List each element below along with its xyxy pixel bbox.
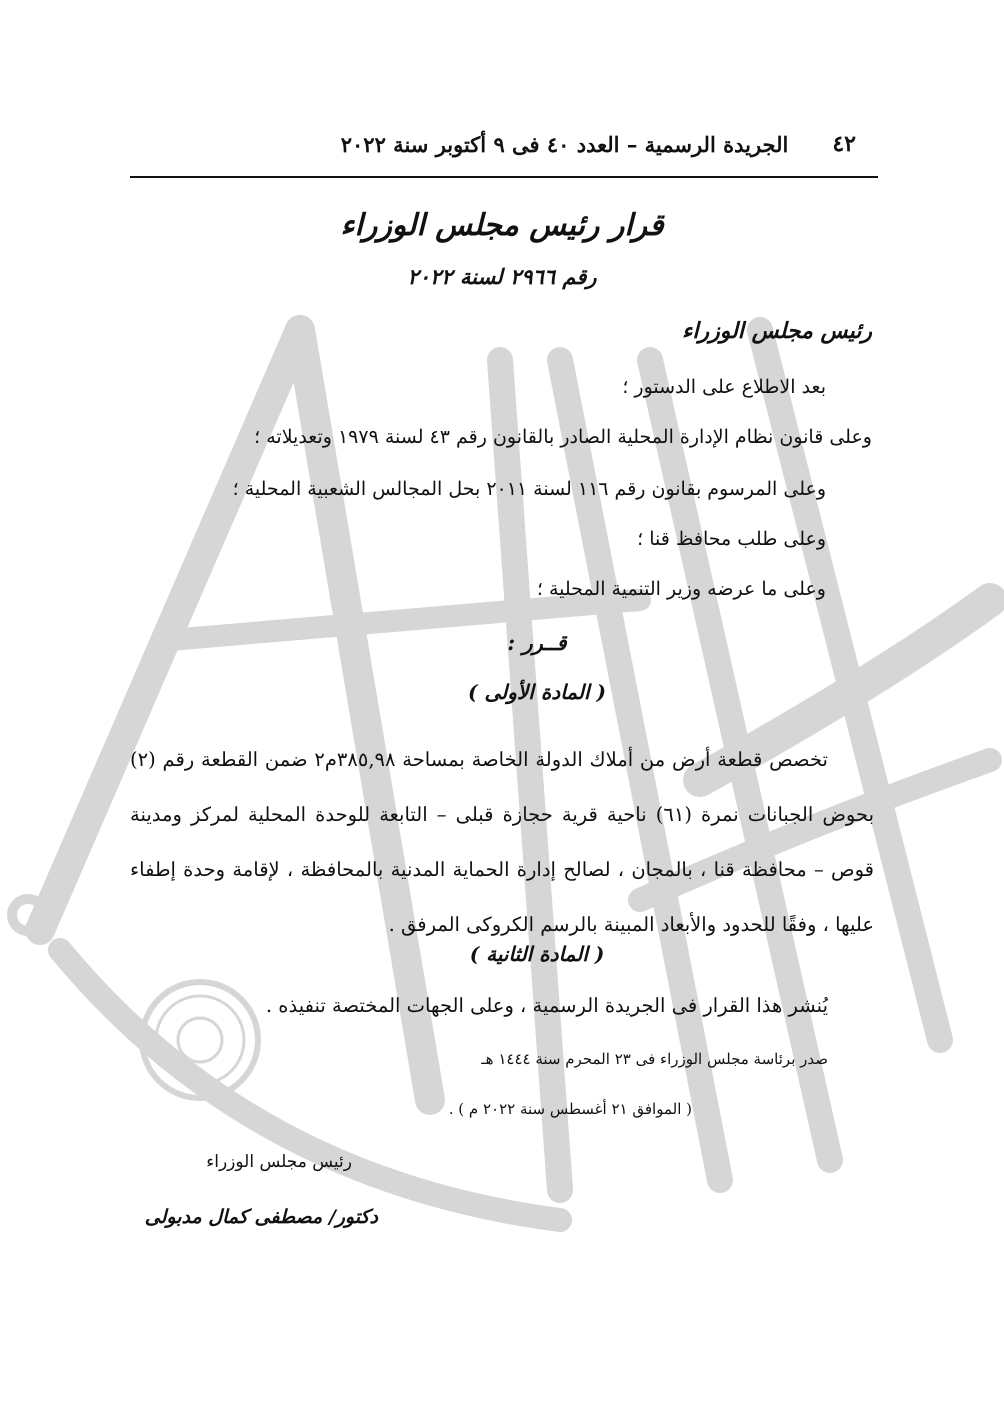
article-1-title: ( المادة الأولى ) xyxy=(468,680,606,704)
preamble-line: وعلى قانون نظام الإدارة المحلية الصادر بالقانون رقم ٤٣ لسنة ١٩٧٩ وتعديلاته ؛ xyxy=(254,426,872,448)
article-1-text xyxy=(130,732,874,952)
page-number: ٤٢ xyxy=(832,131,856,157)
preamble-line: وعلى طلب محافظ قنا ؛ xyxy=(637,528,826,550)
article-2-text: يُنشر هذا القرار فى الجريدة الرسمية ، وعلى الجهات المختصة تنفيذه . xyxy=(265,994,828,1017)
decided-label: قــرر : xyxy=(507,630,567,655)
header-rule xyxy=(130,176,878,178)
agreed-date-line: ( الموافق ٢١ أغسطس سنة ٢٠٢٢ م ) . xyxy=(448,1100,692,1118)
preamble-line: وعلى ما عرضه وزير التنمية المحلية ؛ xyxy=(536,578,826,600)
issued-date-line: صدر برئاسة مجلس الوزراء فى ٢٣ المحرم سنة ١٤٤٤ هـ xyxy=(481,1050,828,1068)
signature-name: دكتور/ مصطفى كمال مدبولى xyxy=(144,1206,378,1228)
gazette-header xyxy=(146,124,856,164)
article-2-title: ( المادة الثانية ) xyxy=(469,942,605,966)
decree-number: رقم ٢٩٦٦ لسنة ٢٠٢٢ xyxy=(407,264,597,289)
preamble-line: بعد الاطلاع على الدستور ؛ xyxy=(622,376,826,398)
issuer-heading: رئيس مجلس الوزراء xyxy=(682,318,872,344)
decree-title: قرار رئيس مجلس الوزراء xyxy=(340,208,664,243)
signature-title: رئيس مجلس الوزراء xyxy=(206,1152,352,1172)
preamble-line: وعلى المرسوم بقانون رقم ١١٦ لسنة ٢٠١١ بحل المجالس الشعبية المحلية ؛ xyxy=(232,478,826,500)
article-1-body: تخصص قطعة أرض من أملاك الدولة الخاصة بمساحة ٣٨٥,٩٨م٢ ضمن القطعة رقم (٢) بحوض الجبانات نمرة (٦١) ناحية قرية حجازة قبلى – التابعة للوحدة المحلية لمركز ومدينة قوص – محافظة قنا ، بالمجان ، لصالح إدارة الحماية المدنية بالمحافظة ، لإقامة وحدة إطفاء عليها ، وفقًا للحدود والأبعاد المبينة بالرسم الكروكى المرفق . xyxy=(130,748,874,936)
gazette-issue-line: الجريدة الرسمية – العدد ٤٠ فى ٩ أكتوبر سنة ٢٠٢٢ xyxy=(340,131,789,157)
